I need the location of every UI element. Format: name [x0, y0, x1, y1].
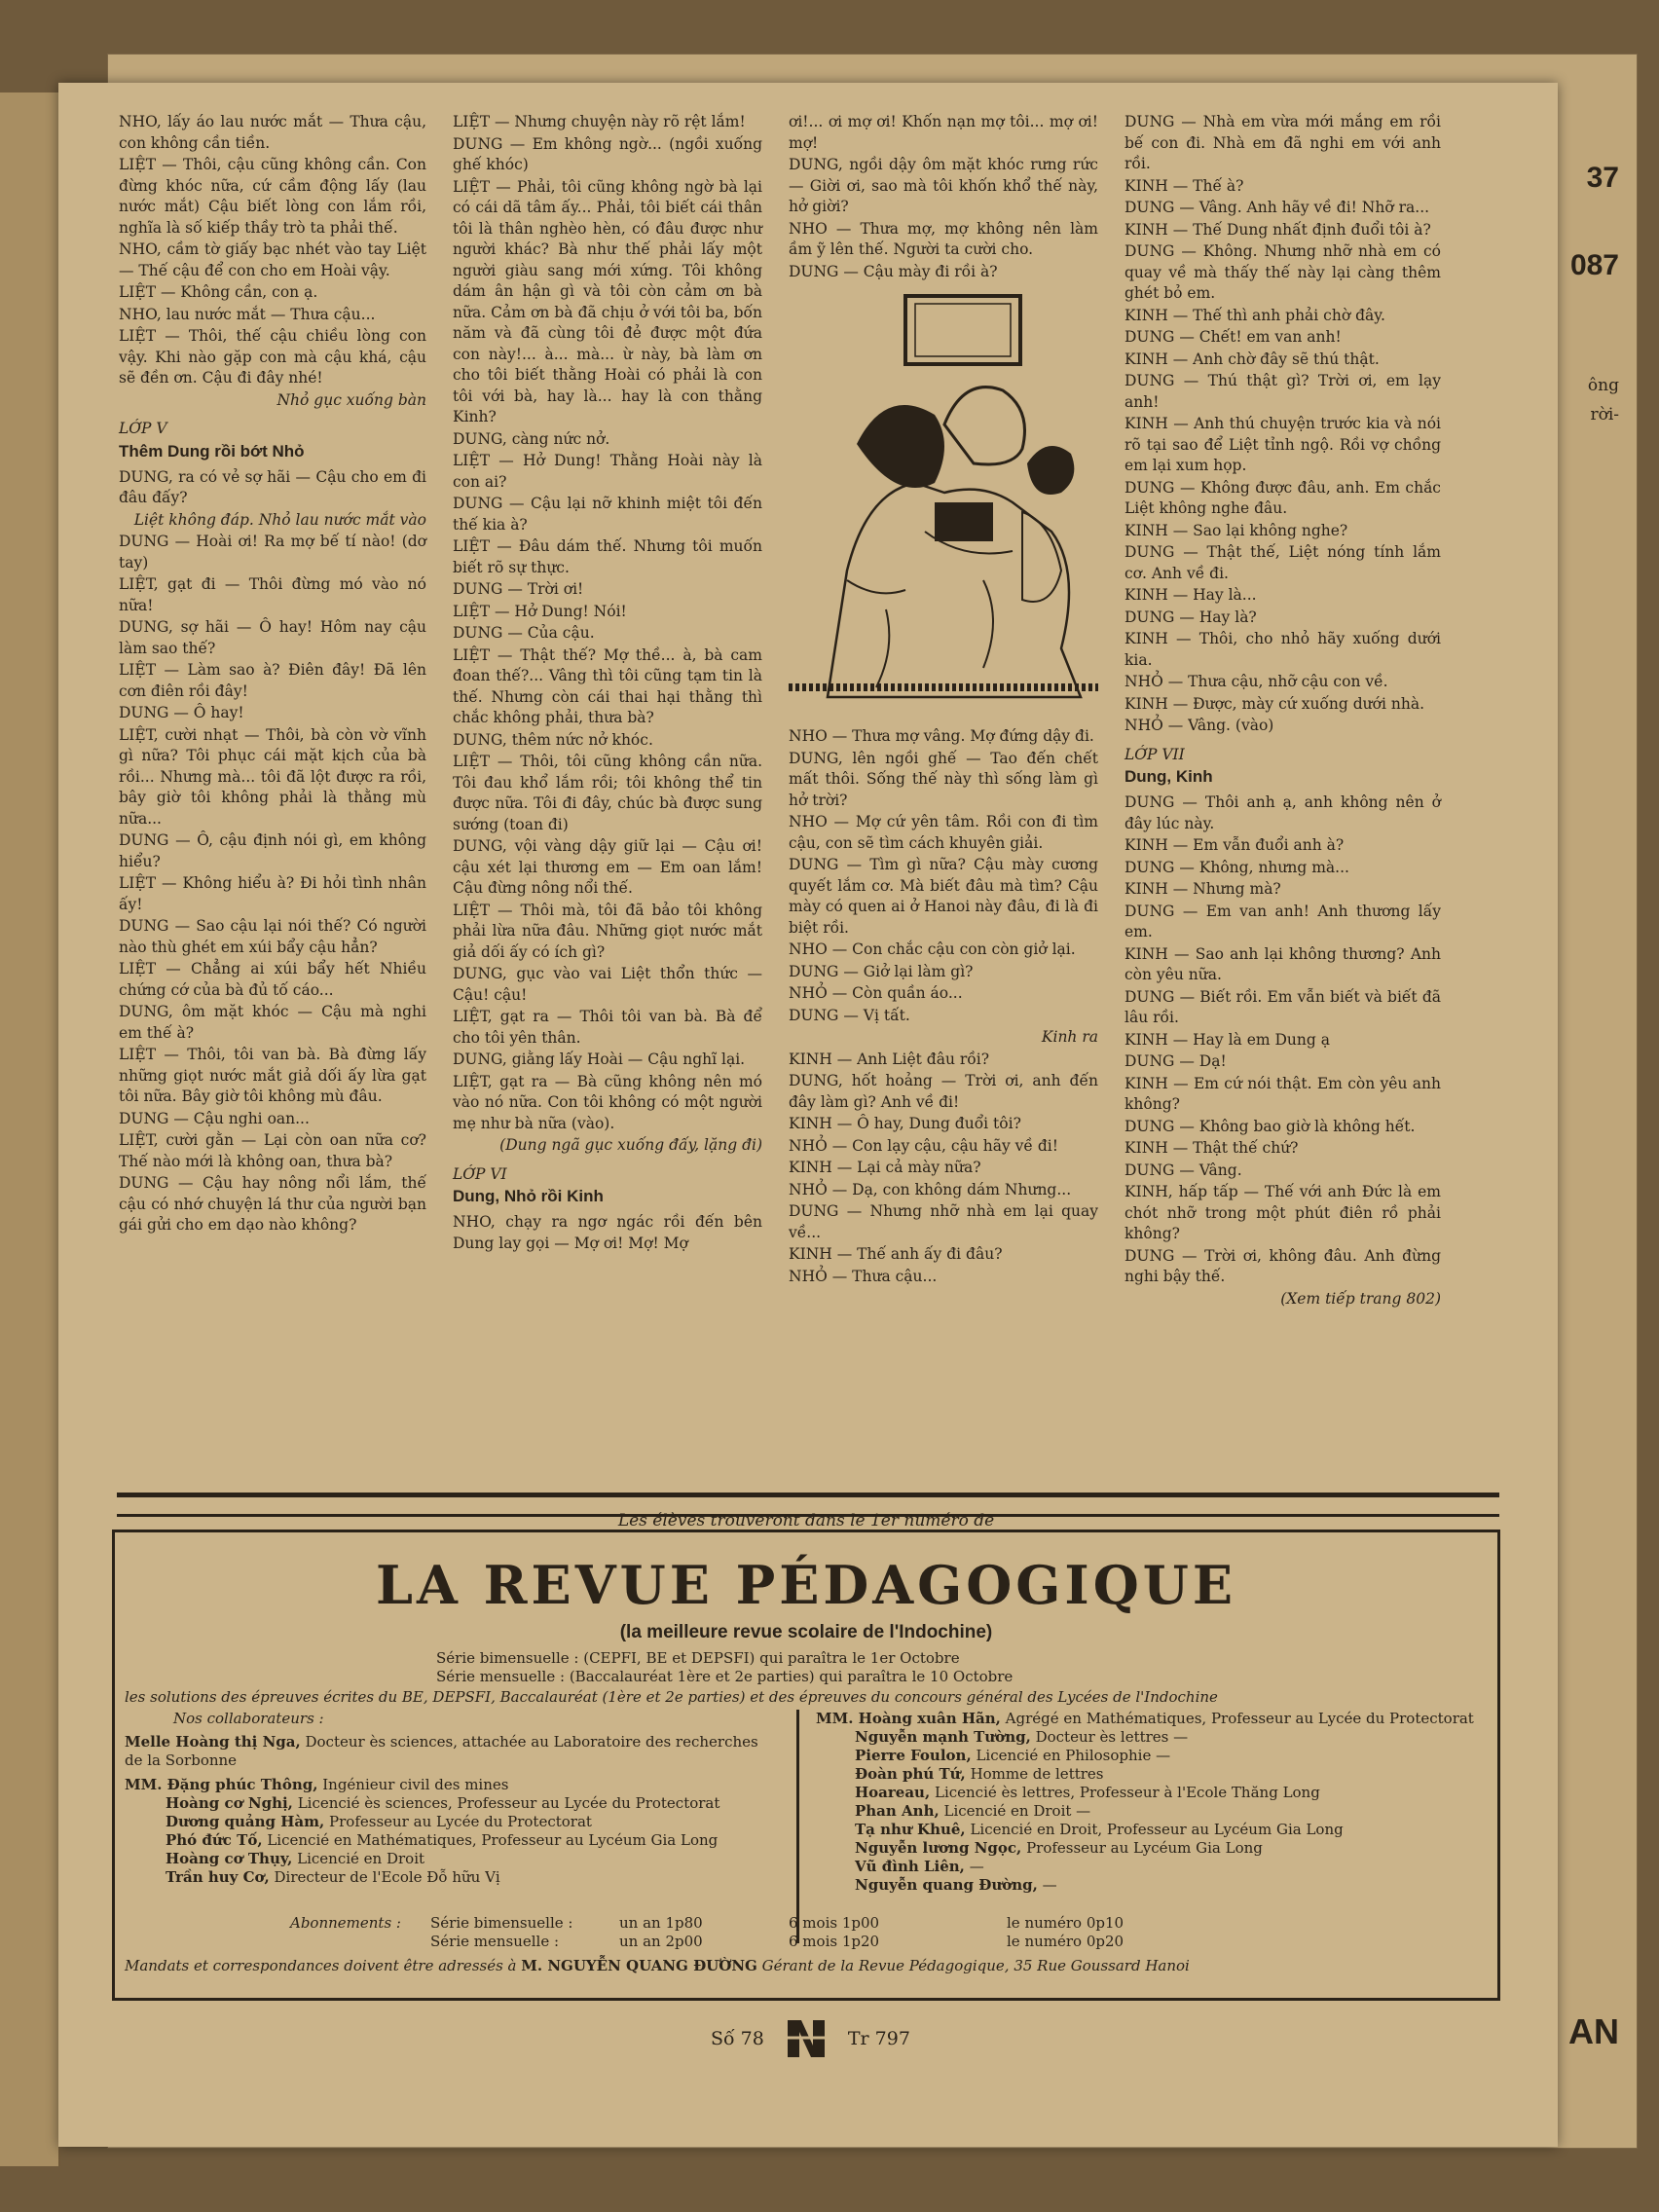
dialogue-line: DUNG, sợ hãi — Ô hay! Hôm nay cậu làm sao thế?: [119, 618, 426, 657]
dialogue-line: KINH — Em cứ nói thật. Em còn yêu anh không?: [1124, 1074, 1441, 1113]
dialogue-line: DUNG — Cậu nghi oan...: [119, 1109, 310, 1127]
dialogue-line: KINH, hấp tấp — Thế với anh Đức là em chót nhỡ trong một phút điên rồ phải không?: [1124, 1183, 1441, 1242]
dialogue-line: KINH — Nhưng mà?: [1124, 880, 1281, 898]
dialogue-line: DUNG, vội vàng dậy giữ lại — Cậu ơi! cậu xét lại thương em — Em oan lắm! Cậu đừng nông nổi thế.: [453, 837, 762, 897]
dialogue-line: LIỆT, gạt đi — Thôi đừng mó vào nó nữa!: [119, 575, 426, 614]
dialogue-line: LIỆT — Chẳng ai xúi bẩy hết Nhiều chứng cớ của bà đủ tố cáo...: [119, 960, 426, 999]
revue-pedagogique-ad: [112, 1511, 1500, 2001]
under-page-fragment-1: ông: [1587, 376, 1619, 395]
dialogue-line: NHO, lau nước mắt — Thưa cậu...: [119, 305, 376, 323]
dialogue-line: LIỆT — Làm sao à? Điên đây! Đã lên cơn điên rồi đây!: [119, 661, 426, 700]
dialogue-line: DUNG — Thôi anh ạ, anh không nên ở đây lúc này.: [1124, 793, 1441, 832]
dialogue-line: KINH — Anh thú chuyện trước kia và nói rõ tại sao để Liệt tỉnh ngộ. Rồi vợ chồng em lại xum họp.: [1124, 415, 1441, 474]
dialogue-line: NHO, lấy áo lau nước mắt — Thưa cậu, con không cần tiền.: [119, 113, 426, 152]
dialogue-line: NHO — Thưa mợ, mợ không nên làm ầm ỹ lên thế. Người ta cười cho.: [789, 219, 1098, 258]
scene-6-label: LỚP VI: [453, 1164, 507, 1183]
ad-collaborators-label: Nos collaborateurs :: [173, 1710, 324, 1727]
dialogue-line: DUNG — Vâng.: [1124, 1161, 1242, 1179]
column-3: [789, 112, 1098, 1288]
dialogue-line: LIỆT, cười gằn — Lại còn oan nữa cơ? Thế nào mới là không oan, thưa bà?: [119, 1131, 426, 1170]
dialogue-line: NHO, chạy ra ngơ ngác rồi đến bên Dung lay gọi — Mợ ơi! Mợ! Mợ: [453, 1213, 762, 1252]
stage-direction: Nhỏ gục xuống bàn: [276, 390, 426, 409]
dialogue-line: NHỎ — Thưa cậu, nhỡ cậu con về.: [1124, 673, 1388, 690]
dialogue-line: LIỆT, cười nhạt — Thôi, bà còn vờ vĩnh gì nữa? Tôi phục cái mặt kịch của bà rồi... Nhưng mà... tôi đã lột được ra rồi, bây giờ tôi không phải là thằng mù nữa...: [119, 725, 426, 828]
dialogue-line: KINH — Ô hay, Dung đuổi tôi?: [789, 1115, 1021, 1132]
dialogue-line: DUNG — Ô, cậu định nói gì, em không hiểu?: [119, 831, 426, 870]
dialogue-line: DUNG, hốt hoảng — Trời ơi, anh đến đây làm gì? Anh về đi!: [789, 1072, 1098, 1111]
collaborator-entry: Nguyễn quang Đường, —: [855, 1876, 1057, 1894]
dialogue-line: LIỆT — Hở Dung! Thằng Hoài này là con ai?: [453, 452, 762, 491]
dialogue-line: DUNG, gục vào vai Liệt thổn thức — Cậu! cậu!: [453, 965, 762, 1004]
dialogue-line: KINH — Thật thế chứ?: [1124, 1139, 1299, 1157]
scene-5-label: LỚP V: [119, 420, 167, 437]
ad-title: LA REVUE PÉDAGOGIQUE: [376, 1554, 1236, 1616]
dialogue-line: DUNG — Nhưng nhỡ nhà em lại quay về...: [789, 1202, 1098, 1241]
scene-7-label: LỚP VII: [1124, 745, 1185, 763]
dialogue-line: DUNG — Của cậu.: [453, 624, 595, 642]
ad-subscriptions: [290, 1914, 1478, 1951]
dialogue-line: DUNG, càng nức nở.: [453, 429, 610, 448]
dialogue-line: DUNG — Không được đâu, anh. Em chắc Liệt không nghe đâu.: [1124, 478, 1441, 517]
dialogue-line: DUNG — Ô hay!: [119, 704, 244, 721]
under-page-number-mid: 087: [1569, 249, 1619, 281]
dialogue-line: DUNG — Sao cậu lại nói thế? Có người nào thù ghét em xúi bẩy cậu hẳn?: [119, 917, 426, 956]
collaborator-entry: MM. Đặng phúc Thông, Ingénieur civil des mines: [125, 1776, 509, 1793]
dialogue-line: DUNG — Không, nhưng mà...: [1124, 858, 1349, 876]
collaborator-entry: Trần huy Cơ, Directeur de l'Ecole Đỗ hữu Vị: [166, 1868, 500, 1886]
dialogue-line: DUNG, ra có vẻ sợ hãi — Cậu cho em đi đâu đấy?: [119, 467, 426, 506]
ad-intro: Les élèves trouveront dans le 1er numéro de: [617, 1511, 995, 1530]
dialogue-line: DUNG — Nhà em vừa mới mắng em rồi bế con đi. Nhà em đã nghi em với anh rồi.: [1124, 113, 1441, 172]
dialogue-line: DUNG — Không bao giờ là không hết.: [1124, 1117, 1416, 1135]
collaborator-entry: Phan Anh, Licencié en Droit —: [855, 1802, 1091, 1820]
dialogue-line: NHO — Mợ cứ yên tâm. Rồi con đi tìm cậu, con sẽ tìm cách khuyên giải.: [789, 813, 1098, 852]
dialogue-line: DUNG — Thật thế, Liệt nóng tính lắm cơ. Anh về đi.: [1124, 543, 1441, 582]
dialogue-line: DUNG — Biết rồi. Em vẫn biết và biết đã lâu rồi.: [1124, 987, 1441, 1026]
dialogue-line: LIỆT — Thôi, tôi cũng không cần nữa. Tôi đau khổ lắm rồi; tôi không thể tin được nữa. Tôi đi đây, chúc bà được sung sướng (toan đi): [453, 753, 762, 833]
dialogue-line: KINH — Thế Dung nhất định đuổi tôi à?: [1124, 220, 1431, 239]
dialogue-line: KINH — Được, mày cứ xuống dưới nhà.: [1124, 694, 1425, 713]
collaborator-entry: Vũ đình Liên, —: [855, 1858, 984, 1875]
dialogue-line: KINH — Hay là em Dung ạ: [1124, 1030, 1330, 1049]
scene-5-title: Thêm Dung rồi bớt Nhỏ: [119, 441, 305, 461]
dialogue-line: DUNG — Tìm gì nữa? Cậu mày cương quyết lắm cơ. Mà biết đâu mà tìm? Cậu mày có quen ai ở Hanoi này đâu, đi là đi biệt rồi.: [789, 856, 1098, 937]
collaborator-entry: Hoàng cơ Nghị, Licencié ès sciences, Professeur au Lycée du Protectorat: [166, 1794, 720, 1812]
dialogue-line: KINH — Hay là...: [1124, 586, 1257, 604]
column-4: [1124, 112, 1441, 1310]
under-page-number-top: 37: [1586, 162, 1619, 194]
ad-series-2: Série mensuelle : (Baccalauréat 1ère et 2e parties) qui paraîtra le 10 Octobre: [436, 1668, 1014, 1685]
dialogue-line: DUNG — Trời ơi!: [453, 580, 584, 598]
ad-address: Mandats et correspondances doivent être adressés à M. NGUYỄN QUANG ĐƯỜNG Gérant de la Revue Pédagogique, 35 Rue Goussard Hanoi: [125, 1957, 1190, 1974]
dialogue-line: DUNG, ôm mặt khóc — Cậu mà nghi em thế à?: [119, 1003, 426, 1042]
dialogue-line: DUNG — Em van anh! Anh thương lấy em.: [1124, 902, 1441, 940]
collaborator-entry: Nguyễn lương Ngọc, Professeur au Lycéum Gia Long: [855, 1839, 1263, 1857]
dialogue-line: DUNG — Cậu lại nỡ khinh miệt tôi đến thế kia à?: [453, 495, 762, 534]
collaborator-entry: Nguyễn mạnh Tường, Docteur ès lettres —: [855, 1728, 1189, 1746]
dialogue-line: ơi!... ơi mợ ơi! Khốn nạn mợ tôi... mợ ơi! mợ!: [789, 113, 1098, 152]
ad-column-rule: [796, 1710, 799, 1943]
dialogue-line: KINH — Anh chờ đây sẽ thú thật.: [1124, 350, 1380, 368]
dialogue-line: DUNG — Trời ơi, không đâu. Anh đừng nghi bậy thế.: [1124, 1246, 1441, 1285]
stage-direction: (Dung ngã gục xuống đấy, lặng đi): [499, 1136, 762, 1154]
ad-right-collaborators: [816, 1710, 1488, 1895]
stage-direction: Kinh ra: [1041, 1028, 1098, 1046]
dialogue-line: LIỆT — Nhưng chuyện này rõ rệt lắm!: [453, 113, 746, 130]
dialogue-line: KINH — Sao anh lại không thương? Anh còn yêu nữa.: [1124, 944, 1441, 983]
dialogue-line: DUNG — Hay là?: [1124, 608, 1257, 626]
page-number: Tr 797: [847, 2028, 910, 2049]
dialogue-line: DUNG — Chết! em van anh!: [1124, 328, 1342, 346]
dialogue-line: KINH — Thế thì anh phải chờ đây.: [1124, 306, 1385, 324]
under-page-fragment-2: rời-: [1590, 405, 1619, 424]
dialogue-line: KINH — Lại cả mày nữa?: [789, 1159, 981, 1176]
dialogue-line: NHỎ — Dạ, con không dám Nhưng...: [789, 1180, 1072, 1198]
dialogue-line: LIỆT — Thôi, cậu cũng không cần. Con đừng khóc nữa, cứ cầm động lấy (lau nước mắt) Cậu biết lòng con lắm rồi, nghĩa là số kiếp thầy trò ta phải thế.: [119, 156, 426, 237]
dialogue-line: KINH — Anh Liệt đâu rồi?: [789, 1050, 990, 1068]
dialogue-line: LIỆT — Phải, tôi cũng không ngờ bà lại có cái dã tâm ấy... Phải, tôi biết cái thân tôi là thân nghèo hèn, có đâu được như người khác? Bà như thế phải lấy một người giàu sang mới xứng. Tôi không dám ân hận gì và tôi còn cảm ơn bà nữa. Cảm ơn bà đã chịu ở với tôi ba, bốn năm và đã cùng tôi đẻ được một đứa con này!... à... mà... ừ này, bà làm ơn cho tôi biết thằng Hoài có phải là con tôi với bà, hay là... hay là con thằng Kinh?: [453, 177, 762, 425]
collaborator-entry: Đoàn phú Tứ, Homme de lettres: [855, 1765, 1104, 1783]
dialogue-line: LIỆT — Thật thế? Mợ thề... à, bà cam đoan thế?... Vâng thì tôi cũng tạm tin là thế. Nhưng còn cái thai hại thằng thì chắc không phải, thưa bà?: [453, 645, 762, 726]
ad-left-collaborators: [125, 1733, 777, 1887]
ad-series-1: Série bimensuelle : (CEPFI, BE et DEPSFI) qui paraîtra le 1er Octobre: [436, 1649, 960, 1667]
collaborator-entry: Tạ như Khuê, Licencié en Droit, Professeur au Lycéum Gia Long: [855, 1821, 1344, 1838]
dialogue-line: DUNG — Vị tất.: [789, 1006, 910, 1024]
dialogue-line: LIỆT — Thôi, thế cậu chiều lòng con vậy. Khi nào gặp con mà cậu khá, cậu sẽ đền ơn. Cậu đi đây nhé!: [119, 327, 426, 387]
dialogue-line: KINH — Thôi, cho nhỏ hãy xuống dưới kia.: [1124, 630, 1441, 669]
dialogue-line: DUNG, giằng lấy Hoài — Cậu nghĩ lại.: [453, 1051, 746, 1068]
collaborator-entry: Dương quảng Hàm, Professeur au Lycée du Protectorat: [166, 1813, 592, 1830]
dialogue-line: LIỆT — Không hiểu à? Đi hỏi tình nhân ấy!: [119, 874, 426, 913]
dialogue-line: LIỆT — Không cần, con ạ.: [119, 283, 318, 301]
dialogue-line: LIỆT, gạt ra — Thôi tôi van bà. Bà để cho tôi yên thân.: [453, 1008, 762, 1047]
ngay-nay-logo-icon: [784, 2016, 829, 2061]
scene-6-title: Dung, Nhỏ rồi Kinh: [453, 1187, 604, 1205]
scene-illustration: [789, 288, 1098, 717]
dialogue-line: NHỎ — Con lạy cậu, cậu hãy về đi!: [789, 1136, 1058, 1155]
dialogue-line: NHỎ — Còn quần áo...: [789, 984, 963, 1002]
dialogue-line: NHỎ — Thưa cậu...: [789, 1267, 938, 1285]
dialogue-line: DUNG — Cậu mày đi rồi à?: [789, 262, 998, 280]
column-2: [453, 112, 762, 1255]
collaborator-entry: Hoareau, Licencié ès lettres, Professeur à l'Ecole Thăng Long: [855, 1784, 1320, 1801]
dialogue-line: KINH — Em vẫn đuổi anh à?: [1124, 836, 1345, 854]
column-1: [119, 112, 426, 1237]
ad-series: [436, 1649, 1312, 1686]
page-footer: [711, 2016, 910, 2061]
collaborator-entry: Phó đức Tố, Licencié en Mathématiques, Professeur au Lycéum Gia Long: [166, 1831, 719, 1849]
binding-edge: [0, 92, 60, 2166]
dialogue-line: DUNG — Dạ!: [1124, 1052, 1227, 1070]
dialogue-line: NHO — Thưa mợ vâng. Mợ đứng dậy đi.: [789, 727, 1094, 745]
dialogue-line: NHỎ — Vâng. (vào): [1124, 717, 1274, 734]
dialogue-line: LIỆT — Hở Dung! Nói!: [453, 602, 627, 620]
family-drawing: [789, 288, 1098, 717]
magazine-page: [58, 83, 1558, 2147]
dialogue-line: DUNG — Em không ngờ... (ngồi xuống ghế khóc): [453, 134, 762, 173]
subscription-row: Série mensuelle : un an 2p00 6 mois 1p20 le numéro 0p20: [430, 1933, 1124, 1950]
ad-solutions: les solutions des épreuves écrites du BE, DEPSFI, Baccalauréat (1ère et 2e parties) et des épreuves du concours général des Lycées de l'Indochine: [125, 1688, 1218, 1706]
issue-number: Số 78: [711, 2028, 764, 2049]
dialogue-line: DUNG, lên ngồi ghế — Tao đến chết mất thôi. Sống thế này thì sống làm gì hở trời?: [789, 749, 1098, 809]
dialogue-line: LIỆT — Thôi mà, tôi đã bảo tôi không phải lừa nữa đâu. Những giọt nước mắt giả dối ấy có ích gì?: [453, 901, 762, 961]
dialogue-line: DUNG, ngồi dậy ôm mặt khóc rưng rức — Giời ơi, sao mà tôi khốn khổ thế này, hở giời?: [789, 156, 1098, 215]
dialogue-line: KINH — Thế à?: [1124, 176, 1244, 195]
collaborator-entry: MM. Hoàng xuân Hãn, Agrégé en Mathématiques, Professeur au Lycée du Protectorat: [816, 1710, 1474, 1727]
scene-7-title: Dung, Kinh: [1124, 767, 1213, 786]
under-page-fragment-bottom: AN: [1568, 2011, 1619, 2051]
dialogue-line: LIỆT — Thôi, tôi van bà. Bà đừng lấy những giọt nước mắt giả dối ấy lừa gạt tôi nữa. Bây giờ tôi không mù đâu.: [119, 1046, 426, 1105]
dialogue-line: NHO, cầm tờ giấy bạc nhét vào tay Liệt — Thế cậu để con cho em Hoài vậy.: [119, 240, 426, 279]
dialogue-line: KINH — Thế anh ấy đi đâu?: [789, 1245, 1003, 1263]
section-divider: [117, 1493, 1499, 1497]
dialogue-line: LIỆT — Đâu dám thế. Nhưng tôi muốn biết rõ sự thực.: [453, 537, 762, 576]
collaborator-entry: Melle Hoàng thị Nga, Docteur ès sciences, attachée au Laboratoire des recherches de la Sorbonne: [125, 1733, 758, 1769]
dialogue-line: LIỆT, gạt ra — Bà cũng không nên mó vào nó nữa. Con tôi không có một người mẹ như bà nữa (vào).: [453, 1072, 762, 1132]
dialogue-line: NHO — Con chắc cậu con còn giở lại.: [789, 940, 1076, 958]
dialogue-line: DUNG — Vâng. Anh hãy về đi! Nhỡ ra...: [1124, 199, 1430, 216]
continued-note: (Xem tiếp trang 802): [1280, 1289, 1441, 1308]
dialogue-line: DUNG — Không. Nhưng nhỡ nhà em có quay về mà thấy thế này lại càng thêm ghét bỏ em.: [1124, 242, 1441, 302]
dialogue-line: DUNG — Giở lại làm gì?: [789, 962, 974, 980]
subscription-row: Abonnements : Série bimensuelle : un an 1p80 6 mois 1p00 le numéro 0p10: [290, 1914, 1124, 1932]
collaborator-entry: Hoàng cơ Thụy, Licencié en Droit: [166, 1850, 425, 1867]
dialogue-line: KINH — Sao lại không nghe?: [1124, 521, 1348, 539]
ad-subtitle: (la meilleure revue scolaire de l'Indochine): [619, 1622, 993, 1642]
dialogue-line: DUNG — Hoài ơi! Ra mợ bế tí nào! (dơ tay): [119, 533, 426, 571]
dialogue-line: DUNG — Thú thật gì? Trời ơi, em lạy anh!: [1124, 372, 1441, 411]
dialogue-line: DUNG — Cậu hay nông nổi lắm, thế cậu có nhớ chuyện lá thư của người bạn gái gửi cho em dạo nào không?: [119, 1174, 426, 1234]
dialogue-line: DUNG, thêm nức nở khóc.: [453, 730, 653, 749]
stage-direction: Liệt không đáp. Nhỏ lau nước mắt vào: [133, 510, 426, 529]
collaborator-entry: Pierre Foulon, Licencié en Philosophie —: [855, 1747, 1171, 1764]
